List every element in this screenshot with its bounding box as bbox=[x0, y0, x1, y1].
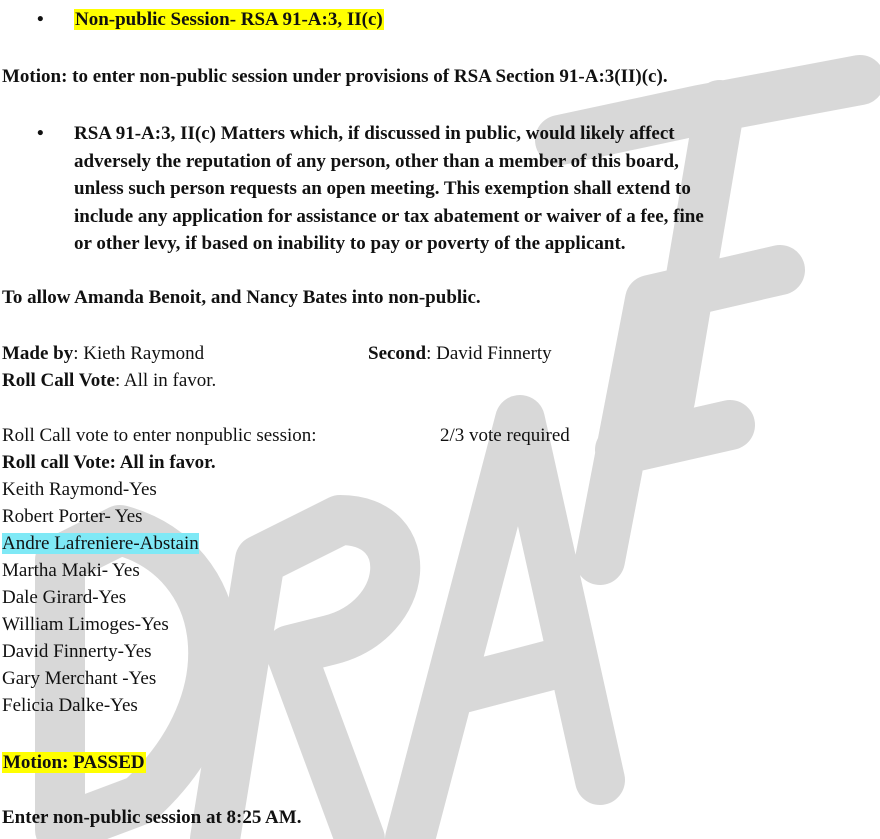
roll-call-vote-label: Roll Call Vote bbox=[2, 370, 115, 391]
vote-entry: Robert Porter- Yes bbox=[2, 506, 143, 527]
vote-entry: Martha Maki- Yes bbox=[2, 560, 140, 581]
exemption-line: RSA 91-A:3, II(c) Matters which, if discussed in public, would likely affect bbox=[74, 123, 675, 144]
vote-entry-highlighted: Andre Lafreniere-Abstain bbox=[2, 533, 199, 554]
second-value: : David Finnerty bbox=[426, 343, 552, 364]
made-by-line bbox=[2, 340, 204, 367]
roll-call-enter-line: Roll Call vote to enter nonpublic session: bbox=[2, 425, 317, 446]
vote-entry: Keith Raymond-Yes bbox=[2, 479, 157, 500]
vote-entry: David Finnerty-Yes bbox=[2, 641, 152, 662]
agenda-item-title: Non-public Session- RSA 91-A:3, II(c) bbox=[75, 9, 383, 30]
second-label: Second bbox=[368, 343, 427, 364]
motion-statement: Motion: to enter non-public session under provisions of RSA Section 91-A:3(II)(c). bbox=[2, 66, 668, 87]
vote-entry: Gary Merchant -Yes bbox=[2, 668, 157, 689]
exemption-line: unless such person requests an open meeting. This exemption shall extend to bbox=[74, 178, 691, 199]
allow-statement: To allow Amanda Benoit, and Nancy Bates into non-public. bbox=[2, 287, 481, 308]
enter-session-time: Enter non-public session at 8:25 AM. bbox=[2, 807, 302, 828]
made-by-value: : Kieth Raymond bbox=[73, 343, 205, 364]
vote-entry: William Limoges-Yes bbox=[2, 614, 169, 635]
exemption-line: include any application for assistance or tax abatement or waiver of a fee, fine bbox=[74, 205, 704, 227]
motion-result: Motion: PASSED bbox=[3, 752, 145, 773]
vote-entry: Felicia Dalke-Yes bbox=[2, 695, 138, 716]
made-by-label: Made by bbox=[2, 343, 74, 364]
vote-list bbox=[2, 476, 199, 719]
roll-call-vote-result: Roll call Vote: All in favor. bbox=[2, 452, 216, 473]
bullet-icon: • bbox=[37, 9, 44, 30]
second-line bbox=[368, 340, 552, 367]
vote-entry: Dale Girard-Yes bbox=[2, 587, 127, 608]
roll-call-vote-value: : All in favor. bbox=[114, 370, 217, 391]
exemption-paragraph bbox=[74, 120, 880, 258]
exemption-line: adversely the reputation of any person, other than a member of this board, bbox=[74, 150, 679, 172]
vote-requirement: 2/3 vote required bbox=[440, 425, 570, 446]
roll-call-vote-line bbox=[2, 367, 216, 394]
exemption-line: or other levy, if based on inability to pay or poverty of the applicant. bbox=[74, 233, 626, 254]
bullet-icon: • bbox=[37, 123, 44, 144]
